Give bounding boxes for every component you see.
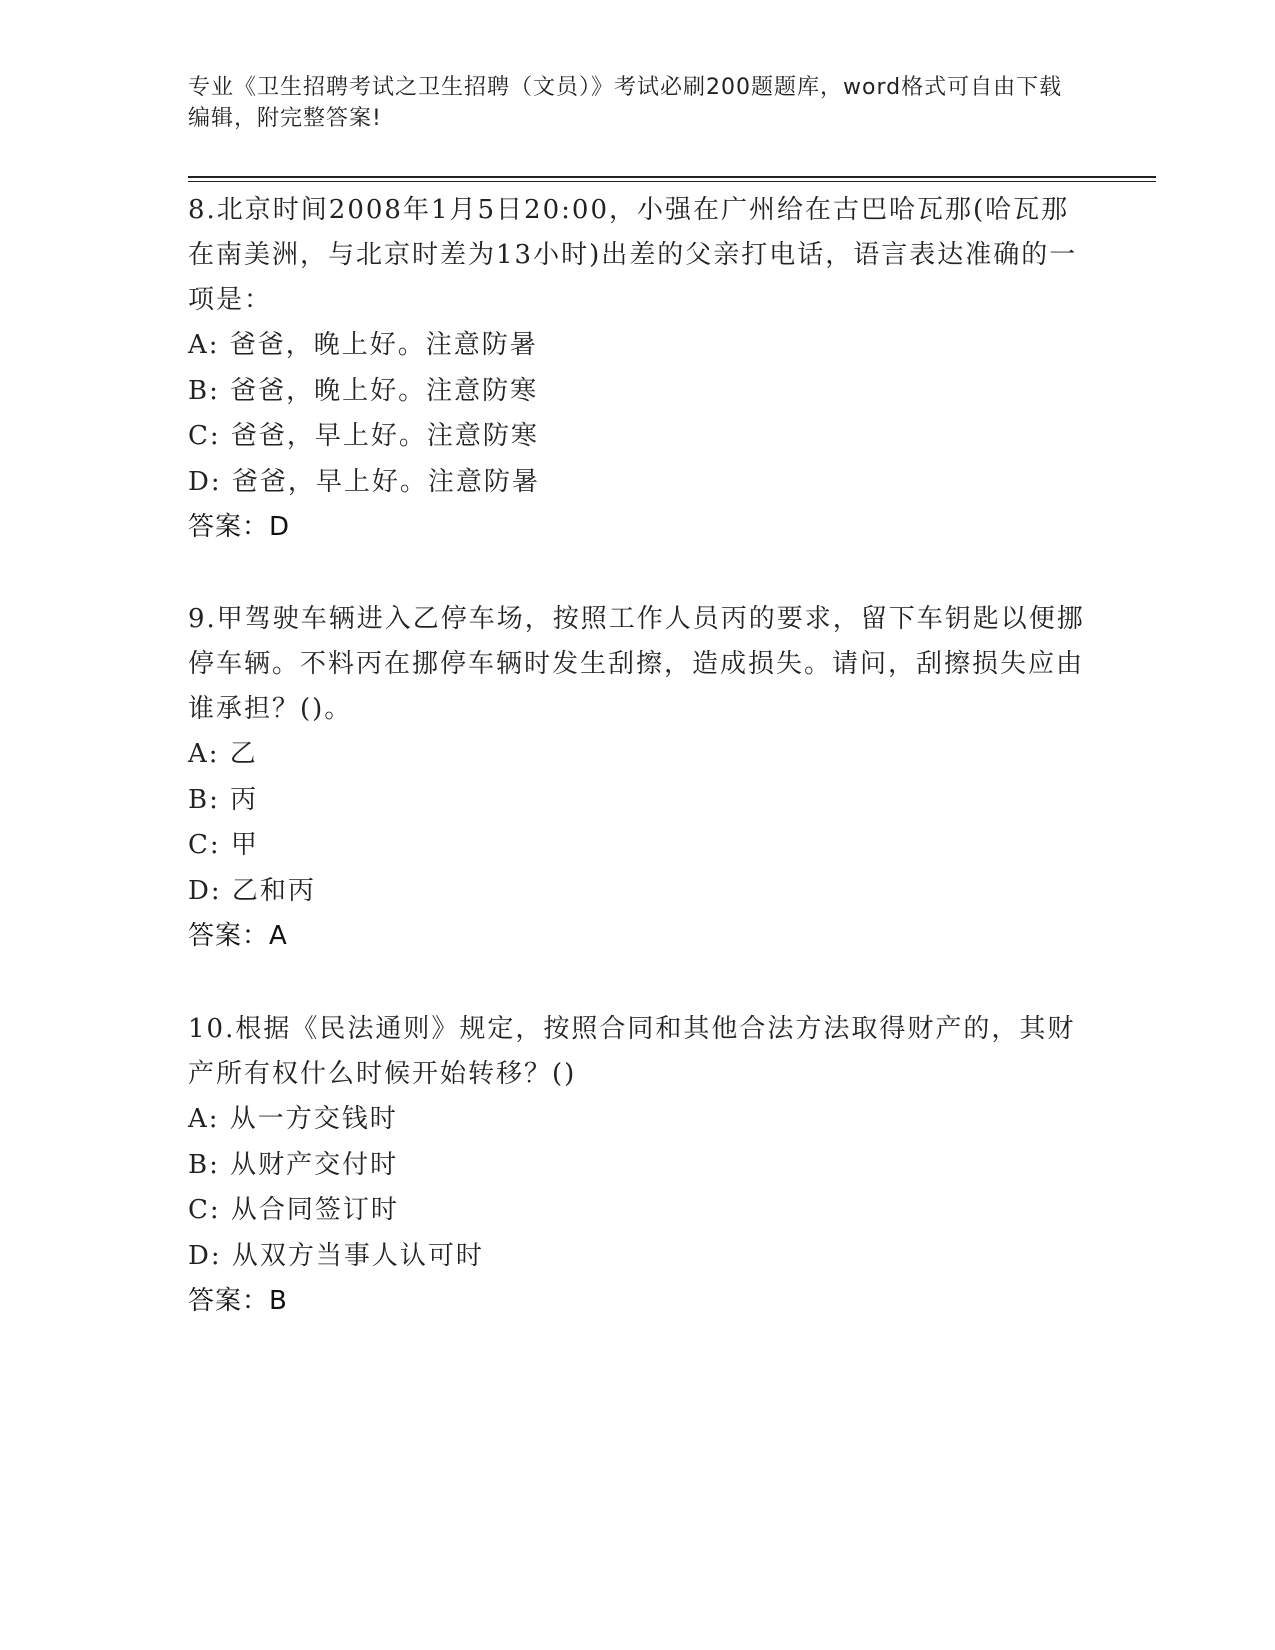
- answer-label: 答案：A: [188, 921, 288, 951]
- option-c: C: 爸爸，早上好。注意防寒: [188, 421, 539, 451]
- option-a: A: 爸爸，晚上好。注意防暑: [188, 330, 538, 360]
- question-stem: 10.根据《民法通则》规定，按照合同和其他合法方法取得财产的，其财产所有权什么时候开始转移？(): [188, 1014, 1076, 1089]
- option-d: D: 乙和丙: [188, 875, 316, 906]
- header-divider-thick: [188, 176, 1156, 178]
- question-10: [188, 1007, 1088, 1324]
- option-b: B: 爸爸，晚上好。注意防寒: [188, 375, 539, 406]
- question-stem: 9.甲驾驶车辆进入乙停车场，按照工作人员丙的要求，留下车钥匙以便挪停车辆。不料丙在挪停车辆时发生刮擦，造成损失。请问，刮擦损失应由谁承担？()。: [188, 604, 1085, 724]
- option-c: C: 从合同签订时: [188, 1195, 399, 1225]
- question-stem: 8.北京时间2008年1月5日20:00，小强在广州给在古巴哈瓦那(哈瓦那在南美洲，与北京时差为13小时)出差的父亲打电话，语言表达准确的一项是：: [188, 195, 1078, 315]
- option-b: B: 丙: [188, 784, 259, 815]
- option-c: C: 甲: [188, 830, 259, 860]
- header-divider-thin: [188, 181, 1156, 182]
- option-a: A: 乙: [188, 739, 258, 769]
- option-a: A: 从一方交钱时: [188, 1104, 398, 1134]
- answer-label: 答案：B: [188, 1286, 288, 1316]
- option-d: D: 从双方当事人认可时: [188, 1240, 484, 1271]
- option-b: B: 从财产交付时: [188, 1149, 399, 1180]
- document-header: 专业《卫生招聘考试之卫生招聘（文员）》考试必刷200题题库，word格式可自由下载编辑，附完整答案!: [188, 75, 1063, 131]
- question-8: [188, 188, 1088, 550]
- option-d: D: 爸爸，早上好。注意防暑: [188, 466, 540, 497]
- answer-label: 答案：D: [188, 512, 291, 542]
- question-9: [188, 597, 1088, 959]
